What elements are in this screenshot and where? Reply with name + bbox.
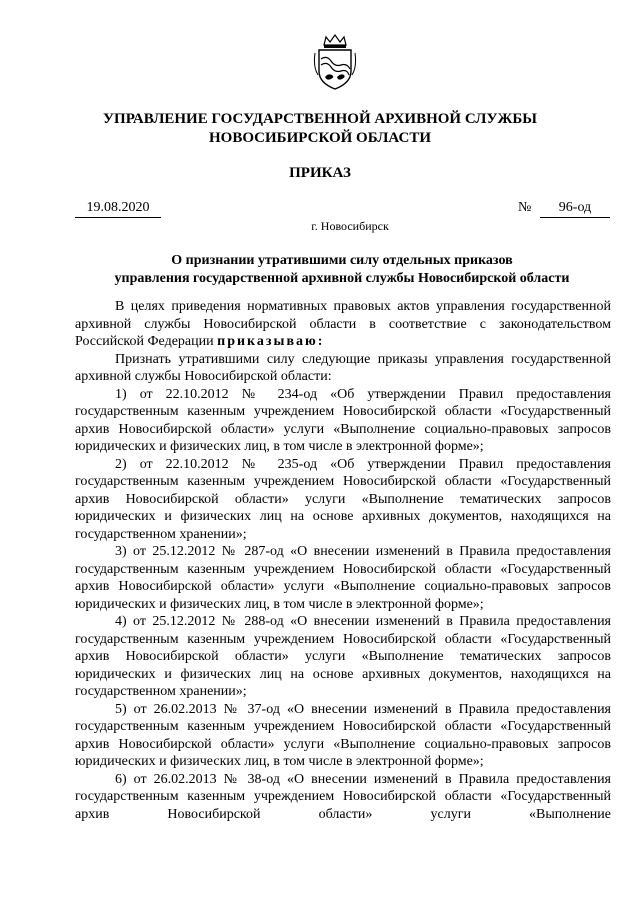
list-item: 4) от 25.12.2012 № 288-од «О внесении изменений в Правила предоставления государственным казенным учреждением Новосибирской области «Государственный архив Новосибирской области» услуги «Выполнение тематических запросов юридических и физических лиц на основе архивных документов, находящихся на государственном хранении»; — [75, 614, 611, 699]
list-item: 3) от 25.12.2012 № 287-од «О внесении изменений в Правила предоставления государственным казенным учреждением Новосибирской области «Государственный архив Новосибирской области» услуги «Выполнение социально-правовых запросов юридических и физических лиц, в том числе в электронной форме»; — [75, 544, 611, 612]
number-sign: № — [518, 200, 532, 215]
organization-name — [0, 110, 640, 148]
order-word: приказываю: — [217, 334, 325, 349]
intro-text: В целях приведения нормативных правовых актов управления государственной архивной службы Новосибирской области в соответствие с законодательством Российской Федерации — [75, 299, 611, 349]
list-item: 5) от 26.02.2013 № 37-од «О внесении изменений в Правила предоставления государственным казенным учреждением Новосибирской области «Государственный архив Новосибирской области» услуги «Выполнение социально-правовых запросов юридических и физических лиц, в том числе в электронной форме»; — [75, 701, 611, 769]
coat-of-arms-icon — [313, 33, 357, 91]
city: г. Новосибирск — [311, 219, 389, 233]
list-item: 6) от 26.02.2013 № 38-од «О внесении изменений в Правила предоставления государственным казенным учреждением Новосибирской области «Государственный архив Новосибирской области» услуги «Выполнение — [75, 771, 611, 822]
order-subject-line1: О признании утратившими силу отдельных приказов — [171, 253, 513, 268]
order-date: 19.08.2020 — [75, 200, 161, 218]
document-type: ПРИКАЗ — [289, 165, 351, 181]
list-item: 1) от 22.10.2012 № 234-од «Об утверждении Правил предоставления государственным казенным учреждением Новосибирской области «Государственный архив Новосибирской области» услуги «Выполнение социально-правовых запросов юридических и физических лиц, в том числе в электронной форме»; — [75, 386, 611, 454]
order-body — [75, 298, 611, 823]
organization-name-line2: НОВОСИБИРСКОЙ ОБЛАСТИ — [208, 130, 432, 146]
order-subject — [0, 252, 640, 288]
list-item: 2) от 22.10.2012 № 235-од «Об утверждении Правил предоставления государственным казенным учреждением Новосибирской области «Государственный архив Новосибирской области» услуги «Выполнение тематических запросов юридических и физических лиц на основе архивных документов, находящихся на государственном хранении»; — [75, 456, 611, 542]
intro-paragraph — [75, 298, 611, 351]
order-number: 96-од — [540, 200, 610, 218]
organization-name-line1: УПРАВЛЕНИЕ ГОСУДАРСТВЕННОЙ АРХИВНОЙ СЛУЖБЫ — [103, 111, 537, 127]
order-subject-line2: управления государственной архивной службы Новосибирской области — [114, 271, 570, 286]
recognize-paragraph: Признать утратившими силу следующие приказы управления государственной архивной службы Новосибирской области: — [75, 351, 611, 384]
